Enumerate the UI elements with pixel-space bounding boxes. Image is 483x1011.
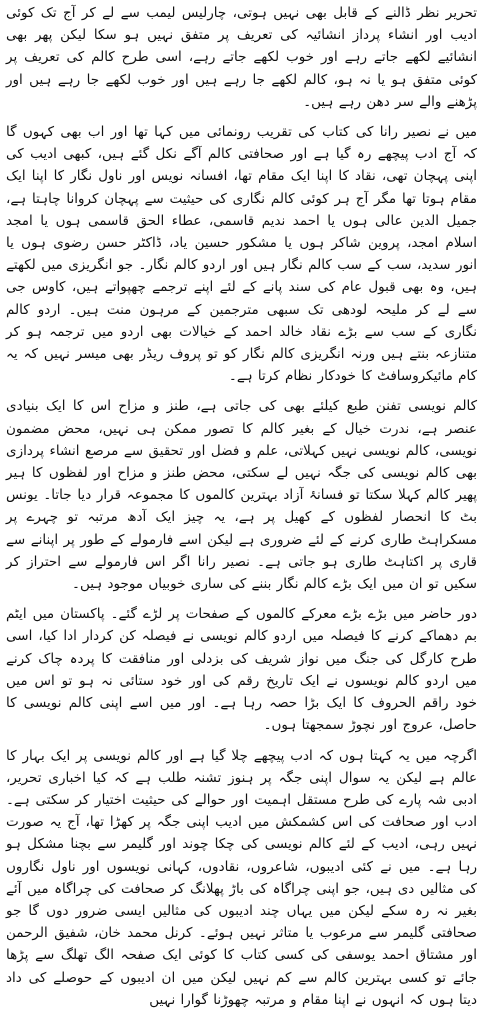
article-paragraph-3: کالم نویسی تفنن طبع کیلئے بھی کی جاتی ہے، طنز و مزاح اس کا ایک بنیادی عنصر ہے، ندرت خیال کے بغیر کالم کا تصور ممکن ہی نہیں، محض مضمون نویسی، کالم نویسی نہیں کہلاتی، علم و فضل اور تحقیق سے مرصع انشاء پردازی بھی کالم نویسی کی جگہ نہیں لے سکتی، محض طنز و مزاح اور لفظوں کا ہیر پھیر کالم کہلا سکتا تو فسانۂ آزاد بہترین کالموں کا مجموعہ قرار دیا جاتا۔ یونس بٹ کا انحصار لفظوں کے کھیل پر ہے، یہ چیز ایک آدھ مرتبہ تو چہرے پر مسکراہٹ طاری کرنے کے لئے ضروری ہے لیکن اسے فارمولے کے طور پر اپنانے سے قاری پر اکتاہٹ طاری ہو جاتی ہے۔ نصیر رانا اگر اس فارمولے سے احتراز کر سکیں تو ان میں ایک بڑے کالم نگار بننے کی ساری خوبیاں موجود ہیں۔ [6,398,477,593]
article-paragraph-2: میں نے نصیر رانا کی کتاب کی تقریب رونمائی میں کہا تھا اور اب بھی کہوں گا کہ آج ادب پیچھے رہ گیا ہے اور صحافتی کالم آگے نکل گئے ہیں، کبھی ادیب کی اپنی پہچان تھی، نقاد کا اپنا ایک مقام تھا، افسانہ نویس اور ناول نگار کا اپنا ایک مقام ہوتا تھا مگر آج ہر کوئی کالم نگاری کی حیثیت سے پہچان کروانا چاہتا ہے، جمیل الدین عالی ہوں یا احمد ندیم قاسمی، عطاء الحق قاسمی ہوں یا امجد اسلام امجد، پروین شاکر ہوں یا مشکور حسین یاد، ڈاکٹر حسن رضوی ہوں یا انور سدید، سب کے سب کالم نگار ہیں اور اردو کالم نگار۔ جو انگریزی میں لکھتے ہیں، وہ بھی قبول عام کی سند پانے کے لئے اپنے ترجمے چھپواتے ہیں، کاوس جی سے لے کر ملیحہ لودھی تک سبھی مترجمین کے مرہون منت ہیں۔ اردو کالم نگاری کے سب سے بڑے نقاد خالد احمد کے خیالات بھی اردو میں ترجمہ ہو کر متنازعہ بنتے ہیں ورنہ انگریزی کالم نگار کو تو پروف ریڈر بھی میسر نہیں کہ یہ کام مائیکروسافٹ کا خودکار نظام کرتا ہے۔ [6,124,477,385]
article-paragraph-1: تحریر نظر ڈالنے کے قابل بھی نہیں ہوتی، چارلیس لیمب سے لے کر آج تک کوئی ادیب اور انشاء پرداز انشائیہ کی تعریف پر متفق نہیں ہو سکا لیکن پھر بھی انشائیے لکھے جاتے رہے اور خوب لکھے جاتے رہے، اسی طرح کالم کی تعریف پر کوئی متفق ہو یا نہ ہو، کالم لکھے جا رہے ہیں اور خوب لکھے جا رہے ہیں اور پڑھنے والے سر دھن رہے ہیں۔ [6,5,477,110]
article-paragraph-4: دور حاضر میں بڑے بڑے معرکے کالموں کے صفحات پر لڑے گئے۔ پاکستان میں ایٹم بم دھماکے کرنے کا فیصلہ میں اردو کالم نویسی نے فیصلہ کن کردار ادا کیا، اسی طرح کارگل کی جنگ میں نواز شریف کی بزدلی اور منافقت کا پردہ چاک کرنے میں اردو کالم نویسوں نے ایک تاریخ رقم کی اور خود ستائی نہ ہو تو اس میں خود راقم الحروف کا ایک بڑا حصہ رہا ہے۔ اور میں اسے اپنی کالم نویسی کا حاصل، عروج اور نچوڑ سمجھتا ہوں۔ [6,606,477,734]
article-paragraph-5: اگرچہ میں یہ کہتا ہوں کہ ادب پیچھے چلا گیا ہے اور کالم نویسی پر ایک بہار کا عالم ہے لیکن یہ سوال اپنی جگہ پر ہنوز تشنہ طلب ہے کہ کیا اخباری تحریر، ادبی شہ پارے کی طرح مستقل اہمیت اور حوالے کی حیثیت اختیار کر سکتی ہے۔ ادب اور صحافت کی اس کشمکش میں ادیب اپنی جگہ پر کھڑا تھا، آج یہ صورت نہیں رہی، ادیب کے لئے کالم نویسی کی چکا چوند اور گلیمر سے بچنا مشکل ہو رہا ہے۔ میں نے کئی ادیبوں، شاعروں، نقادوں، کہانی نویسوں اور ناول نگاروں کی مثالیں دی ہیں، جو اپنی چراگاہ کی باڑ پھلانگ کر صحافت کی چراگاہ میں آئے بغیر نہ رہ سکے لیکن میں یہاں چند ادیبوں کی مثالیں ایسی ضرور دوں گا جو صحافتی گلیمر سے مرعوب یا متاثر نہیں ہوئے۔ کرنل محمد خان، شفیق الرحمن اور مشتاق احمد یوسفی کی کسی کتاب کا کوئی ایک صفحہ الگ تھلگ سے پڑھا جائے تو کسی بہترین کالم سے کم نہیں لیکن میں ان ادیبوں کے حوصلے کی داد دیتا ہوں کہ انہوں نے اپنا مقام و مرتبہ چھوڑنا گوارا نہیں [6,747,477,1008]
